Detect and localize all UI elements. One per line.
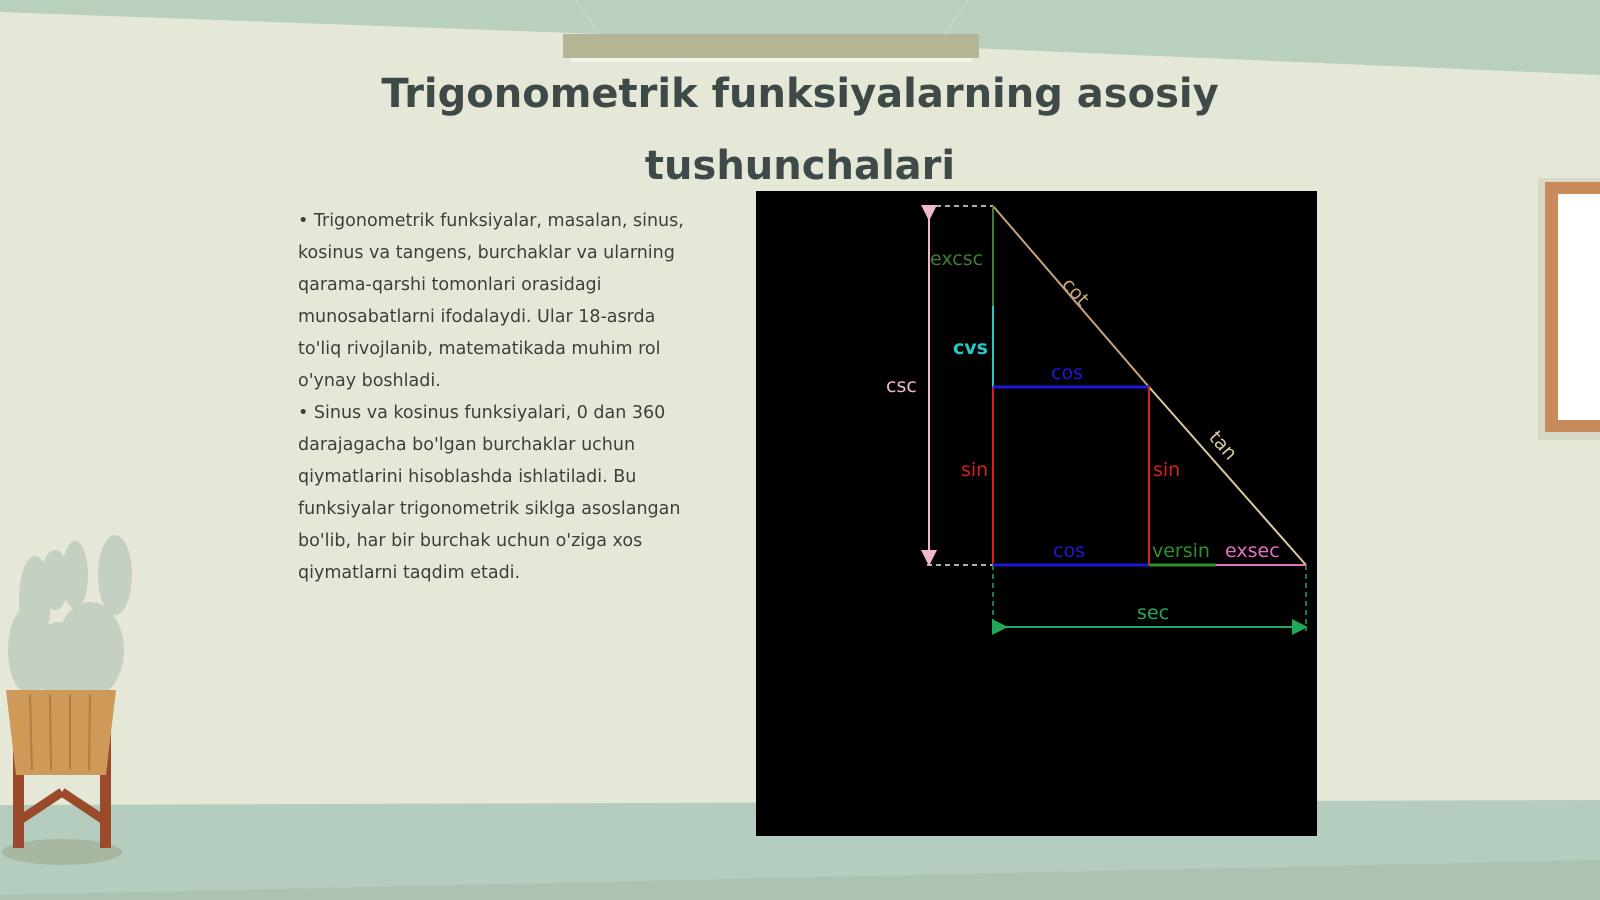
excsc-label: excsc <box>930 248 984 270</box>
body-text <box>298 205 698 589</box>
picture-frame <box>1538 178 1600 440</box>
trig-diagram <box>756 191 1317 836</box>
paragraph-1: • Trigonometrik funksiyalar, masalan, sinus, kosinus va tangens, burchaklar va ularning qarama-qarshi tomonlari orasidagi munosabatlarni ifodalaydi. Ular 18-asrda to'liq rivojlanib, matematikada muhim rol o'ynay boshladi. <box>298 211 684 391</box>
cot-label: cot <box>1057 273 1094 311</box>
tan-label: tan <box>1204 426 1242 465</box>
cos-bottom-label: cos <box>1053 540 1085 562</box>
paragraph-2: • Sinus va kosinus funksiyalari, 0 dan 360 darajagacha bo'lgan burchaklar uchun qiymatlarini hisoblashda ishlatiladi. Bu funksiyalar trigonometrik siklga asoslangan bo'lib, har bir burchak uchun o'ziga xos qiymatlarni taqdim etadi. <box>298 403 681 583</box>
title-line-1: Trigonometrik funksiyalarning asosiy <box>381 71 1219 117</box>
cos-top-label: cos <box>1051 362 1083 384</box>
cvs-label: cvs <box>953 337 988 359</box>
versin-label: versin <box>1152 540 1210 562</box>
ceiling-lamp <box>563 34 979 58</box>
title-line-2: tushunchalari <box>644 143 956 189</box>
sec-label: sec <box>1137 602 1170 624</box>
sin-right-label: sin <box>1153 459 1181 481</box>
csc-label: csc <box>886 375 917 397</box>
sin-left-label: sin <box>961 459 989 481</box>
slide-title <box>300 58 1300 202</box>
exsec-label: exsec <box>1225 540 1280 562</box>
